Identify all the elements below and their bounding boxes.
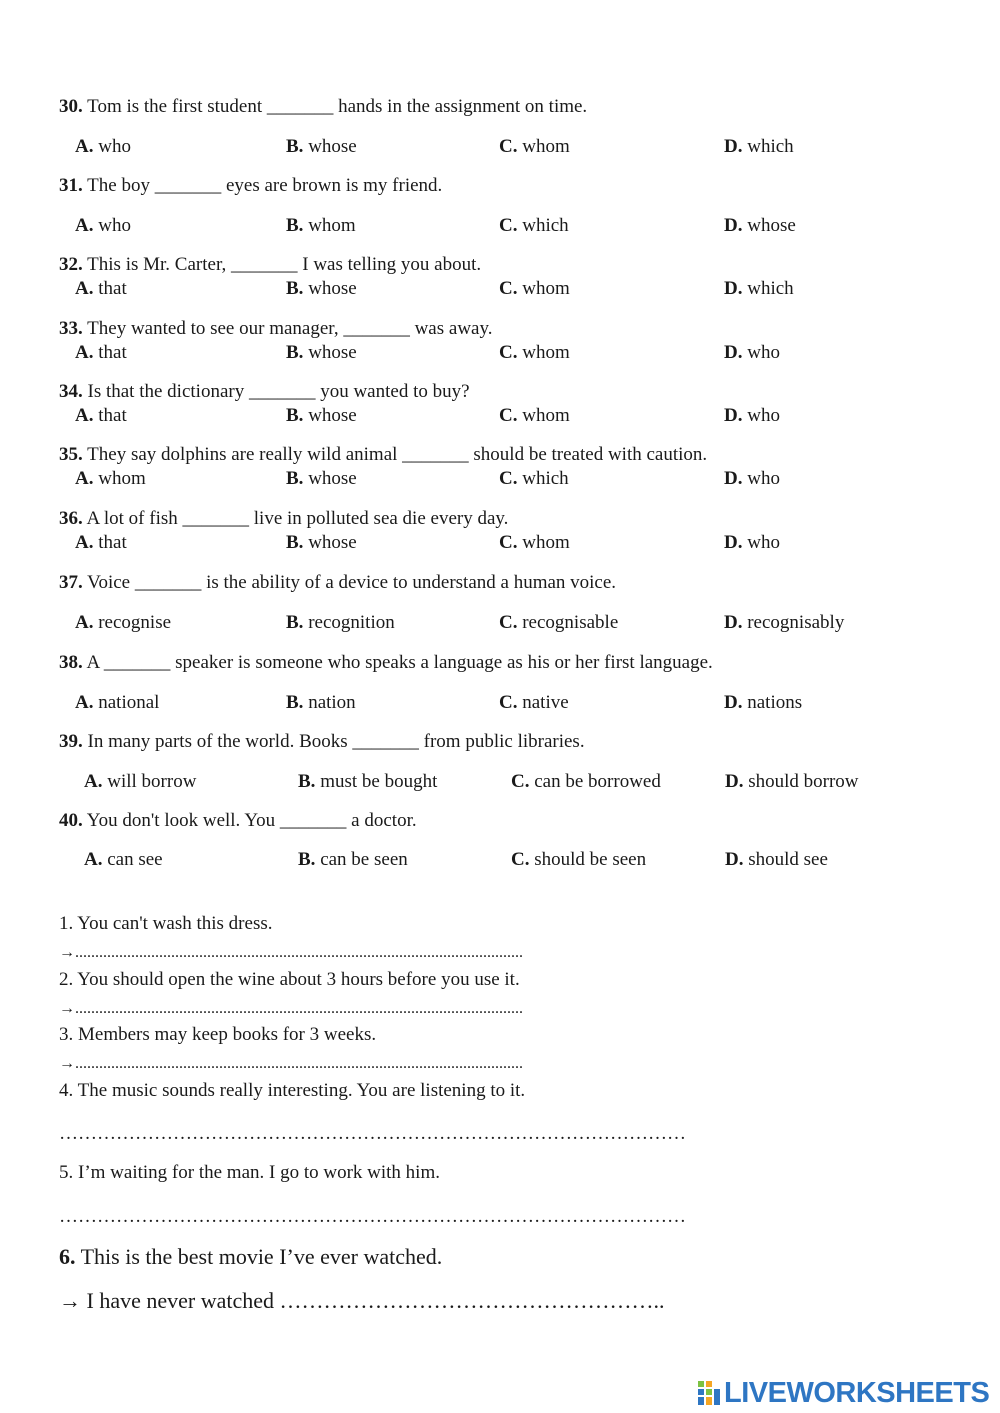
option-letter: D. — [724, 612, 743, 633]
option-text: recognisable — [522, 612, 619, 633]
option-letter: D. — [724, 278, 743, 299]
option-letter: C. — [499, 342, 518, 363]
option-text: recognition — [308, 612, 395, 633]
option-text: whom — [98, 468, 146, 489]
option-text: which — [522, 215, 569, 236]
option-d[interactable] — [724, 136, 794, 158]
option-text: should see — [748, 849, 828, 870]
option-text: who — [747, 532, 780, 553]
option-letter: B. — [298, 849, 316, 870]
option-text: native — [522, 692, 569, 713]
option-c[interactable] — [499, 692, 569, 714]
question-text: This is Mr. Carter, _______ I was telling you about. — [87, 254, 482, 275]
question-number: 30. — [59, 96, 83, 117]
option-letter: A. — [75, 215, 94, 236]
option-letter: B. — [286, 136, 304, 157]
option-text: whom — [522, 278, 570, 299]
option-letter: A. — [75, 405, 94, 426]
option-text: who — [98, 215, 131, 236]
option-letter: D. — [724, 468, 743, 489]
option-text: should be seen — [534, 849, 647, 870]
option-text: can see — [107, 849, 163, 870]
option-text: which — [522, 468, 569, 489]
question-number: 38. — [59, 652, 83, 673]
option-a[interactable] — [75, 612, 171, 634]
rewrite-prompt-3: 3. Members may keep books for 3 weeks. — [59, 1024, 377, 1045]
logo-text: LIVEWORKSHEETS — [724, 1376, 990, 1409]
question-34 — [59, 381, 470, 403]
option-a[interactable] — [75, 692, 159, 714]
option-letter: A. — [75, 692, 94, 713]
option-letter: A. — [84, 849, 103, 870]
question-31 — [59, 175, 442, 197]
option-letter: B. — [286, 342, 304, 363]
question-33 — [59, 318, 493, 340]
question-36 — [59, 508, 508, 530]
question-number: 40. — [59, 810, 83, 831]
option-b[interactable] — [286, 136, 357, 158]
option-letter: D. — [724, 405, 743, 426]
option-b[interactable] — [286, 692, 356, 714]
option-letter: C. — [499, 532, 518, 553]
option-d[interactable] — [724, 612, 844, 634]
answer-line-4[interactable]: ……………………………………………………………………………………… — [59, 1123, 686, 1144]
question-39 — [59, 731, 585, 753]
option-letter: D. — [724, 215, 743, 236]
question-text: This is the best movie I’ve ever watched. — [80, 1244, 443, 1269]
option-letter: D. — [724, 692, 743, 713]
option-text: that — [98, 278, 127, 299]
option-letter: A. — [75, 278, 94, 299]
option-letter: A. — [75, 532, 94, 553]
answer-line-6[interactable]: → I have never watched …………………………………………….. — [59, 1288, 665, 1313]
option-d[interactable] — [724, 692, 802, 714]
rewrite-prompt-1: 1. You can't wash this dress. — [59, 913, 273, 934]
question-38 — [59, 652, 713, 674]
rewrite-prompt-6 — [59, 1244, 442, 1270]
option-text: that — [98, 405, 127, 426]
option-d[interactable] — [724, 532, 780, 554]
option-text: which — [747, 278, 794, 299]
option-b[interactable] — [298, 849, 408, 871]
option-text: should borrow — [748, 771, 859, 792]
question-text: You don't look well. You _______ a doctor. — [86, 810, 417, 831]
question-text: They wanted to see our manager, _______ was away. — [87, 318, 493, 339]
option-text: whose — [308, 136, 357, 157]
answer-line-3[interactable]: →................................................................................................................ — [59, 1055, 523, 1072]
option-letter: A. — [75, 612, 94, 633]
option-d[interactable] — [724, 278, 794, 300]
option-text: who — [747, 468, 780, 489]
option-letter: D. — [725, 849, 744, 870]
question-40 — [59, 810, 417, 832]
option-text: whom — [522, 136, 570, 157]
option-letter: B. — [286, 692, 304, 713]
option-a[interactable] — [75, 278, 127, 300]
option-text: who — [98, 136, 131, 157]
option-text: can be seen — [320, 849, 408, 870]
option-c[interactable] — [511, 849, 646, 871]
option-b[interactable] — [286, 405, 357, 427]
option-a[interactable] — [75, 136, 131, 158]
option-b[interactable] — [286, 278, 357, 300]
option-text: will borrow — [107, 771, 197, 792]
option-letter: D. — [725, 771, 744, 792]
option-letter: C. — [499, 405, 518, 426]
rewrite-prompt-5: 5. I’m waiting for the man. I go to work with him. — [59, 1162, 440, 1183]
question-text: The boy _______ eyes are brown is my friend. — [87, 175, 443, 196]
option-text: whom — [522, 532, 570, 553]
question-number: 39. — [59, 731, 83, 752]
option-c[interactable] — [499, 278, 570, 300]
option-text: recognisably — [747, 612, 845, 633]
option-letter: A. — [75, 136, 94, 157]
question-number: 33. — [59, 318, 83, 339]
option-text: whose — [308, 342, 357, 363]
option-c[interactable] — [499, 405, 570, 427]
answer-line-1[interactable]: →................................................................................................................ — [59, 944, 523, 961]
option-text: whom — [522, 342, 570, 363]
option-letter: D. — [724, 532, 743, 553]
liveworksheets-logo-icon — [697, 1379, 721, 1407]
question-number: 37. — [59, 572, 83, 593]
question-text: Voice _______ is the ability of a device to understand a human voice. — [87, 572, 617, 593]
option-a[interactable] — [75, 215, 131, 237]
option-letter: C. — [499, 136, 518, 157]
question-32 — [59, 254, 481, 276]
question-number: 35. — [59, 444, 83, 465]
option-text: that — [98, 532, 127, 553]
question-text: Tom is the first student _______ hands in the assignment on time. — [87, 96, 588, 117]
option-text: whom — [522, 405, 570, 426]
option-a[interactable] — [75, 405, 127, 427]
question-37 — [59, 572, 616, 594]
option-d[interactable] — [724, 342, 780, 364]
option-a[interactable] — [84, 849, 163, 871]
question-text: Is that the dictionary _______ you wanted to buy? — [87, 381, 470, 402]
option-a[interactable] — [75, 468, 146, 490]
option-letter: C. — [499, 612, 518, 633]
option-letter: C. — [499, 692, 518, 713]
question-number: 6. — [59, 1244, 76, 1269]
question-text: A _______ speaker is someone who speaks a language as his or her first language. — [86, 652, 713, 673]
option-c[interactable] — [511, 771, 661, 793]
option-text: who — [747, 342, 780, 363]
option-b[interactable] — [286, 612, 395, 634]
option-letter: B. — [286, 215, 304, 236]
question-30 — [59, 96, 587, 118]
option-letter: C. — [499, 215, 518, 236]
question-number: 31. — [59, 175, 83, 196]
option-d[interactable] — [724, 405, 780, 427]
option-text: who — [747, 405, 780, 426]
option-d[interactable] — [725, 849, 828, 871]
option-b[interactable] — [286, 532, 357, 554]
option-letter: D. — [724, 136, 743, 157]
option-a[interactable] — [84, 771, 196, 793]
option-text: nations — [747, 692, 803, 713]
option-letter: B. — [298, 771, 316, 792]
option-letter: C. — [499, 278, 518, 299]
option-text: whose — [308, 405, 357, 426]
option-d[interactable] — [725, 771, 859, 793]
rewrite-prompt-2: 2. You should open the wine about 3 hours before you use it. — [59, 969, 520, 990]
option-c[interactable] — [499, 136, 570, 158]
option-text: whose — [308, 468, 357, 489]
question-text: In many parts of the world. Books _______ from public libraries. — [87, 731, 585, 752]
option-c[interactable] — [499, 532, 570, 554]
option-letter: B. — [286, 468, 304, 489]
answer-line-5[interactable]: ……………………………………………………………………………………… — [59, 1206, 686, 1227]
option-c[interactable] — [499, 468, 569, 490]
option-text: recognise — [98, 612, 172, 633]
option-text: which — [747, 136, 794, 157]
option-d[interactable] — [724, 468, 780, 490]
question-text: They say dolphins are really wild animal _______ should be treated with caution. — [87, 444, 708, 465]
option-a[interactable] — [75, 342, 127, 364]
option-letter: B. — [286, 532, 304, 553]
option-letter: D. — [724, 342, 743, 363]
option-letter: C. — [511, 771, 530, 792]
option-c[interactable] — [499, 612, 618, 634]
question-number: 32. — [59, 254, 83, 275]
option-text: must be bought — [320, 771, 438, 792]
option-letter: C. — [499, 468, 518, 489]
option-text: whose — [747, 215, 796, 236]
answer-line-2[interactable]: →................................................................................................................ — [59, 1000, 523, 1017]
option-b[interactable] — [298, 771, 437, 793]
option-text: national — [98, 692, 160, 713]
option-letter: A. — [75, 342, 94, 363]
option-b[interactable] — [286, 342, 357, 364]
liveworksheets-logo[interactable] — [697, 1377, 989, 1409]
option-b[interactable] — [286, 215, 356, 237]
option-text: can be borrowed — [534, 771, 661, 792]
rewrite-prompt-4: 4. The music sounds really interesting. You are listening to it. — [59, 1080, 526, 1101]
option-text: whose — [308, 532, 357, 553]
option-c[interactable] — [499, 215, 569, 237]
option-letter: B. — [286, 612, 304, 633]
option-text: whose — [308, 278, 357, 299]
option-text: nation — [308, 692, 356, 713]
option-letter: A. — [75, 468, 94, 489]
option-letter: A. — [84, 771, 103, 792]
question-35 — [59, 444, 707, 466]
option-d[interactable] — [724, 215, 796, 237]
option-c[interactable] — [499, 342, 570, 364]
option-letter: B. — [286, 278, 304, 299]
question-text: A lot of fish _______ live in polluted sea die every day. — [86, 508, 509, 529]
option-text: whom — [308, 215, 356, 236]
option-a[interactable] — [75, 532, 127, 554]
option-b[interactable] — [286, 468, 357, 490]
option-letter: B. — [286, 405, 304, 426]
question-number: 34. — [59, 381, 83, 402]
option-letter: C. — [511, 849, 530, 870]
question-number: 36. — [59, 508, 83, 529]
option-text: that — [98, 342, 127, 363]
